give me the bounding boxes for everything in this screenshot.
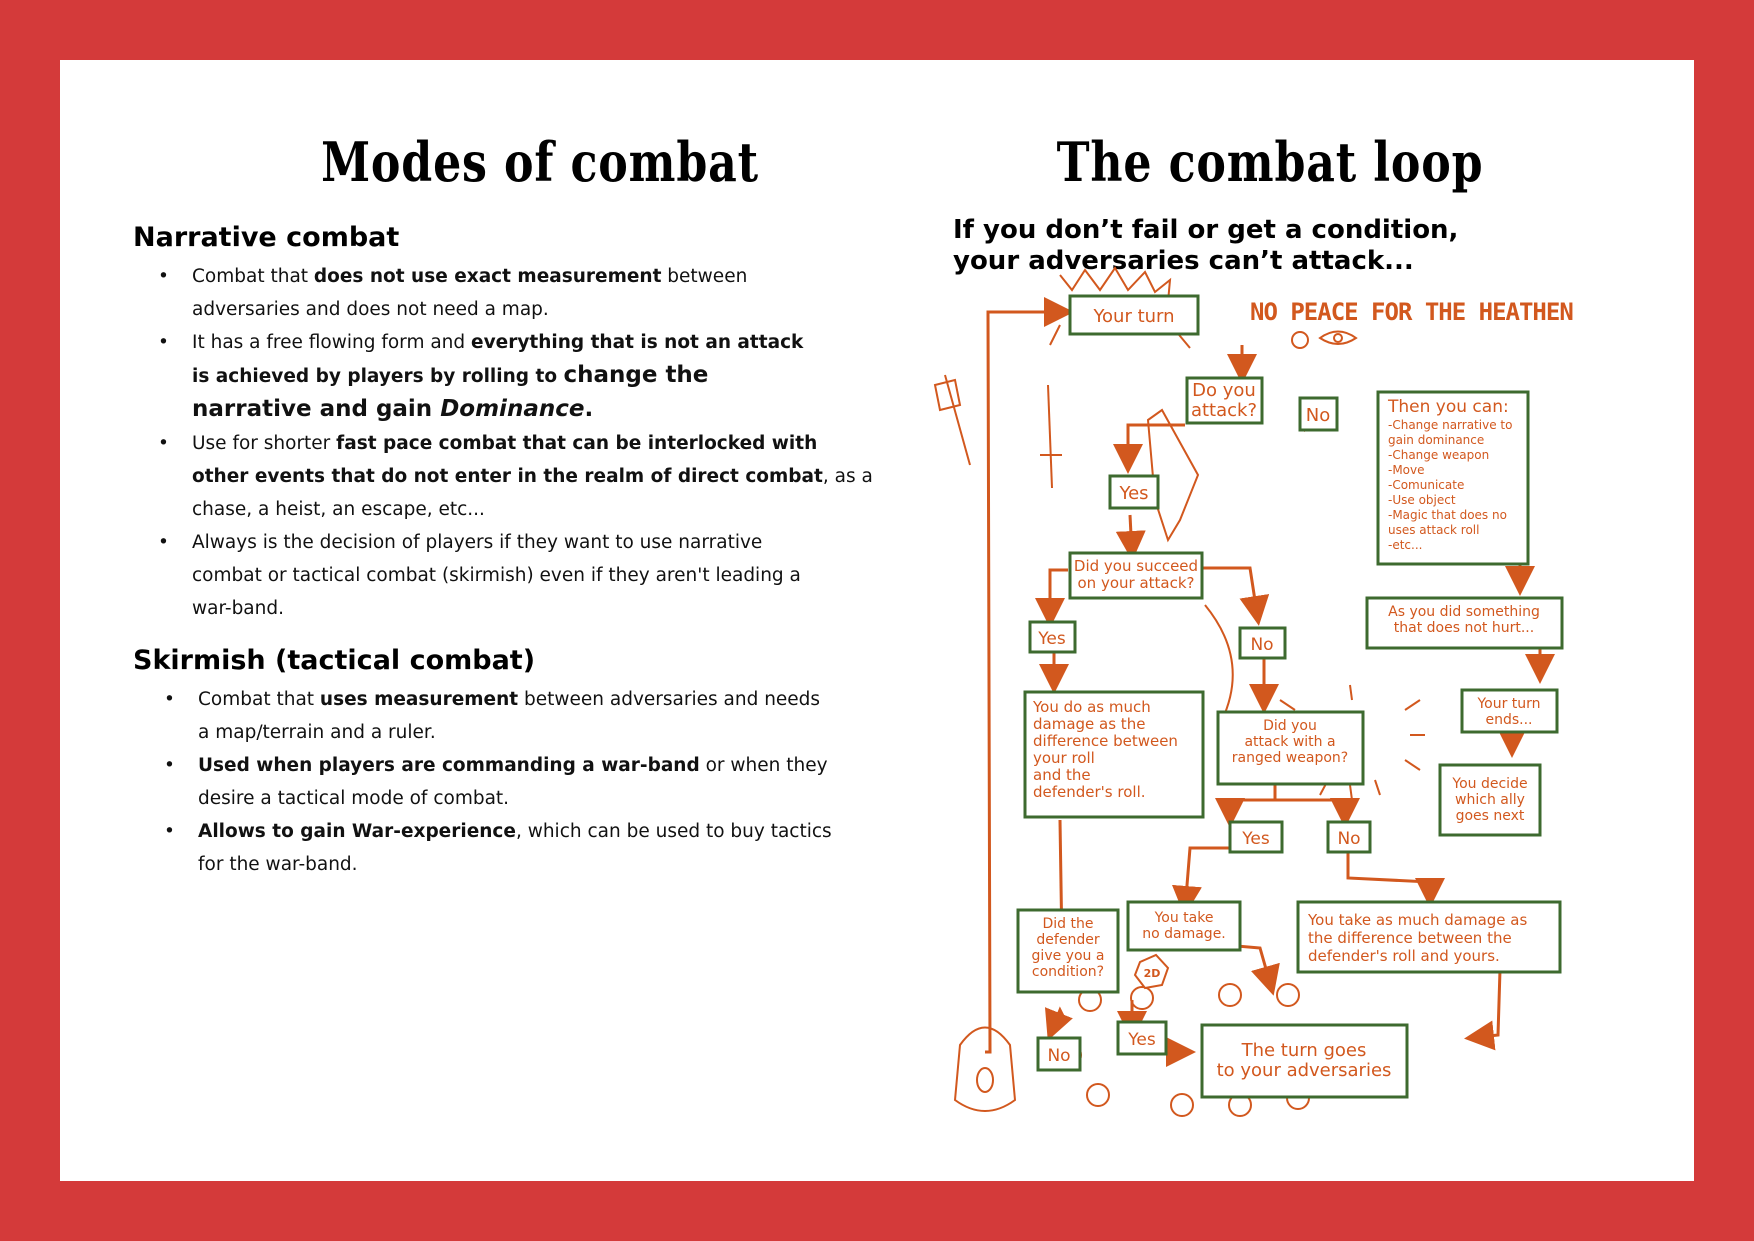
no-3-label: No: [1337, 829, 1361, 849]
condition-label-3: give you a: [1031, 948, 1105, 964]
narrative-list: [158, 260, 892, 625]
succeed-label-1: Did you succeed: [1073, 557, 1199, 575]
narrative-bullet-3: • Use for shorter fast pace combat that can be interlocked with other events that do not enter in the realm of direct combat, as a chase, a heist, an escape, etc...: [158, 433, 873, 520]
combat-loop-title: The combat loop: [1056, 130, 1484, 194]
do-you-attack-label-2: attack?: [1190, 400, 1258, 421]
damage-line: difference between: [1033, 732, 1178, 750]
turn-ends-label-2: ends...: [1485, 712, 1533, 728]
then-title: Then you can:: [1388, 397, 1509, 417]
no-1-label: No: [1305, 405, 1331, 426]
logo-text: NO PEACE FOR THE HEATHEN: [1250, 298, 1573, 326]
damage-line: damage as the: [1033, 715, 1146, 733]
then-you-can-texts: [1387, 397, 1509, 417]
adversaries-label-2: to your adversaries: [1216, 1060, 1392, 1081]
turn-ends-label-1: Your turn: [1477, 696, 1541, 712]
die-label: 2D: [1143, 967, 1161, 980]
then-item: -Magic that does no: [1388, 508, 1507, 522]
yes-3-label: Yes: [1242, 829, 1270, 849]
damage-line: your roll: [1033, 749, 1095, 767]
no-4-label: No: [1047, 1046, 1071, 1066]
combat-loop-flowchart: [900, 230, 1600, 1130]
modes-title: Modes of combat: [321, 130, 759, 194]
screaming-head-icon: [955, 1028, 1015, 1112]
take-damage-line: the difference between the: [1308, 929, 1512, 947]
then-item: -Comunicate: [1388, 478, 1465, 492]
combat-loop-subtitle: If you don’t fail or get a condition, your adversaries can’t attack...: [953, 215, 1459, 276]
skirmish-bullet-2: • Used when players are commanding a war-band or when they desire a tactical mode of combat.: [164, 755, 828, 809]
sword-icon: [1048, 385, 1052, 488]
ranged-label-1: Did you: [1263, 718, 1317, 734]
decide-label-3: goes next: [1455, 808, 1525, 824]
skirmish-bullet-1: • Combat that uses measurement between adversaries and needs a map/terrain and a ruler.: [164, 689, 821, 743]
succeed-label-2: on your attack?: [1077, 574, 1195, 592]
skirmish-bullet-3: • Allows to gain War-experience, which can be used to buy tactics for the war-band.: [164, 821, 832, 875]
take-damage-line: You take as much damage as: [1308, 911, 1528, 929]
decide-label-1: You decide: [1452, 776, 1528, 792]
narrative-bullet-2: • It has a free flowing form and everything that is not an attack is achieved by players by rolling to change the narrative and gain Dominance.: [158, 332, 804, 422]
potion-icon: [1292, 332, 1308, 348]
then-item: -Change weapon: [1388, 448, 1490, 462]
take-damage-line: defender's roll and yours.: [1308, 947, 1500, 965]
no-damage-label-1: You take: [1154, 910, 1214, 926]
yes-4-label: Yes: [1128, 1030, 1156, 1050]
no-2-label: No: [1250, 635, 1274, 655]
then-item: -etc...: [1388, 538, 1423, 552]
eye-pupil-icon: [1334, 334, 1342, 342]
damage-line: and the: [1033, 766, 1091, 784]
narrative-bullet-4: • Always is the decision of players if they want to use narrative combat or tactical combat (skirmish) even if they aren't leading a war-band.: [158, 532, 801, 619]
decide-label-2: which ally: [1455, 792, 1525, 808]
condition-label-1: Did the: [1042, 916, 1094, 932]
condition-label-4: condition?: [1031, 964, 1105, 980]
then-item: -Use object: [1388, 493, 1456, 507]
no-damage-label-2: no damage.: [1142, 926, 1226, 942]
ranged-label-3: ranged weapon?: [1231, 750, 1349, 766]
narrative-bullet-1: • Combat that does not use exact measurement between adversaries and does not need a map.: [158, 266, 748, 320]
do-you-attack-label-1: Do you: [1192, 380, 1256, 401]
damage-line: You do as much: [1033, 698, 1151, 716]
your-turn-label: Your turn: [1093, 306, 1175, 327]
yes-1-label: Yes: [1119, 483, 1149, 504]
damage-line: defender's roll.: [1033, 783, 1146, 801]
adversaries-label-1: The turn goes: [1241, 1040, 1367, 1061]
narrative-heading: Narrative combat: [133, 222, 400, 253]
condition-label-2: defender: [1036, 932, 1100, 948]
then-item: uses attack roll: [1388, 523, 1480, 537]
then-item: gain dominance: [1388, 433, 1485, 447]
ranged-label-2: attack with a: [1244, 734, 1336, 750]
then-item: -Change narrative to: [1388, 418, 1513, 432]
skirmish-heading: Skirmish (tactical combat): [133, 645, 536, 676]
bow-icon: [1205, 605, 1233, 720]
take-damage-texts: [1307, 911, 1527, 965]
as-you-did-label-1: As you did something: [1388, 604, 1540, 620]
then-item: -Move: [1388, 463, 1425, 477]
skirmish-list: [164, 683, 898, 881]
yes-2-label: Yes: [1038, 629, 1066, 649]
mouth-icon: [977, 1068, 993, 1092]
as-you-did-label-2: that does not hurt...: [1393, 620, 1535, 636]
